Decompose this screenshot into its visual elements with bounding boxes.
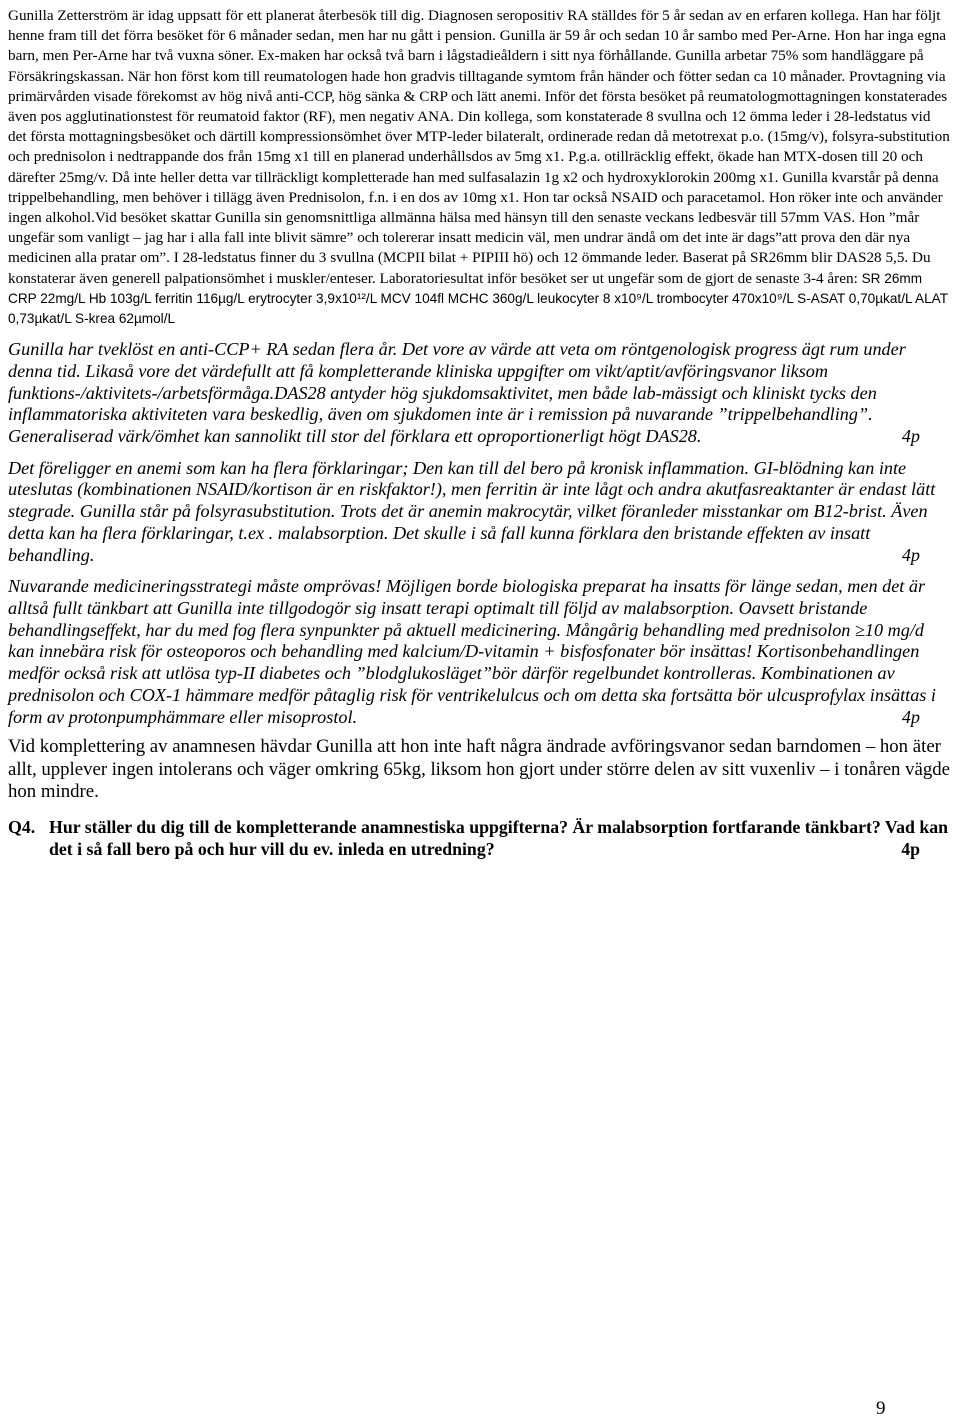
answer-paragraph-1 [8,339,952,448]
case-text: Gunilla Zetterström är idag uppsatt för ett planerat återbesök till dig. Diagnosen seropositiv RA ställdes för 5 år sedan av en erfaren kollega. Han har följt henne fram till det förra besöket för 6 månader sedan, men har nu gått i pension. Gunilla är 59 år och sedan 10 år sambo med Per-Arne. Hon har inga egna barn, men Per-Arne har två vuxna söner. Ex-maken har också två barn i lågstadieåldern i sitt nya förhållande. Gunilla arbetar 75% som handläggare på Försäkringskassan. När hon först kom till reumatologen hade hon gradvis tilltagande symtom från händer och fötter sedan ca 10 månader. Provtagning via primärvården visade förekomst av hög nivå anti-CCP, hög sänka & CRP och lätt anemi. Inför det första besöket på reumatologmottagningen konstaterades även pos agglutinationstest för reumatoid faktor (RF), men negativ ANA. Din kollega, som konstaterade 8 svullna och 12 ömma leder i 28-ledstatus vid det första mottagningsbesöket och därtill kompressionsömhet över MTP-leder bilateralt, ordinerade redan då metotrexat p.o. (15mg/v), folsyra-substitution och prednisolon i nedtrappande dos från 15mg x1 till en planerad underhållsdos av 5mg x1. P.g.a. otillräcklig effekt, ökade han MTX-dosen till 20 och därefter 25mg/v. Då inte heller detta var tillräckligt kompletterade han med sulfasalazin 1g x2 och hydroxyklorokin 200mg x1. Gunilla kvarstår på denna trippelbehandling, men behöver i tillägg även Prednisolon, f.n. i en dos av 10mg x1. Hon tar också NSAID och paracetamol. Hon röker inte och använder ingen alkohol.Vid besöket skattar Gunilla sin genomsnittliga allmänna hälsa med hänsyn till den senaste veckans ledbesvär till 57mm VAS. Hon ”mår ungefär som vanligt – jag har i alla fall inte blivit sämre” och tolererar insatt medicin väl, men undrar ändå om det inte är dags”att prova den där nya medicinen alla pratar om”. I 28-ledstatus finner du 3 svullna (MCPII bilat + PIPIII hö) och 12 ömmande leder. Baserat på SR26mm blir DAS28 5,5. Du konstaterar även generell palpationsömhet i muskler/enteser. Laboratoriesultat inför besöket ser ut ungefär som de gjort de senaste 3-4 åren: [8,7,950,287]
answer-text-1: Gunilla har tveklöst en anti-CCP+ RA sedan flera år. Det vore av värde att veta om röntgenologisk progress ägt rum under denna tid. Likaså vore det värdefullt att få kompletterande kliniska uppgifter om vikt/aptit/avföringsvanor liksom funktions-/aktivitets-/arbetsförmåga.DAS28 antyder hög sjukdomsaktivitet, men både lab-mässigt och kliniskt tycks den inflammatoriska aktiviteten vara beskedlig, även om sjukdomen inte är i remission på nuvarande ”trippelbehandling”. Generaliserad värk/ömhet kan sannolikt till stor del förklara ett oproportionerligt högt DAS28. [8,339,906,447]
question-text: Hur ställer du dig till de kompletterande anamnestiska uppgifterna? Är malabsorption fortfarande tänkbart? Vad kan det i så fall bero på och hur vill du ev. inleda en utredning? [49,816,949,860]
answer-points-2: 4p [901,544,920,565]
answer-paragraph-2 [8,458,952,567]
lab-results: SR 26mm CRP 22mg/L Hb 103g/L ferritin 116µg/L erytrocyter 3,9x10¹²/L MCV 104fl MCHC 360g/L leukocyter 8 x10⁹/L trombocyter 470x10⁹/L S-ASAT 0,70µkat/L ALAT 0,73µkat/L S-krea 62µmol/L [8,270,948,327]
answer-points-1: 4p [901,426,920,447]
answer-paragraph-3 [8,576,952,728]
document-page [8,6,952,861]
page-number: 9 [876,1398,886,1419]
question-number: Q4. [8,816,36,837]
supplement-paragraph: Vid komplettering av anamnesen hävdar Gunilla att hon inte haft några ändrade avföringsvanor sedan barndomen – hon äter allt, upplever ingen intolerans och väger omkring 65kg, liksom hon gjort under större delen av sitt vuxenliv – i tonåren vägde hon mindre. [8,736,950,803]
case-description [8,6,952,329]
question-points: 4p [901,839,920,860]
answer-text-2: Det föreligger en anemi som kan ha flera förklaringar; Den kan till del bero på kronisk inflammation. GI-blödning kan inte uteslutas (kombinationen NSAID/kortison är en riskfaktor!), men ferritin är inte lågt och andra akutfasreaktanter är endast lätt stegrade. Gunilla står på folsyrasubstitution. Trots det är anemin makrocytär, vilket föranleder misstankar om B12-brist. Även detta kan ha flera förklaringar, t.ex . malabsorption. Det skulle i så fall kunna förklara den bristande effekten av insatt behandling. [8,457,936,565]
answer-points-3: 4p [901,706,920,727]
question-q4 [8,816,952,861]
answer-text-3: Nuvarande medicineringsstrategi måste omprövas! Möjligen borde biologiska preparat ha insatts för länge sedan, men det är alltså fullt tänkbart att Gunilla inte tillgodogör sig insatt terapi optimalt till följd av malabsorption. Oavsett bristande behandlingseffekt, har du med fog flera synpunkter på aktuell medicinering. Mångårig behandling med prednisolon ≥10 mg/d kan innebära risk för osteoporos och behandling med kalcium/D-vitamin + bisfosfonater bör insättas! Kortisonbehandlingen medför också risk att utlösa typ-II diabetes och ”blodglukosläget”bör därför regelbundet kontrolleras. Kombinationen av prednisolon och COX-1 hämmare medför påtaglig risk för ventrikelulcus och om detta ska fortsätta bör ulcusprofylax insättas i form av protonpumphämmare eller misoprostol. [8,576,936,727]
